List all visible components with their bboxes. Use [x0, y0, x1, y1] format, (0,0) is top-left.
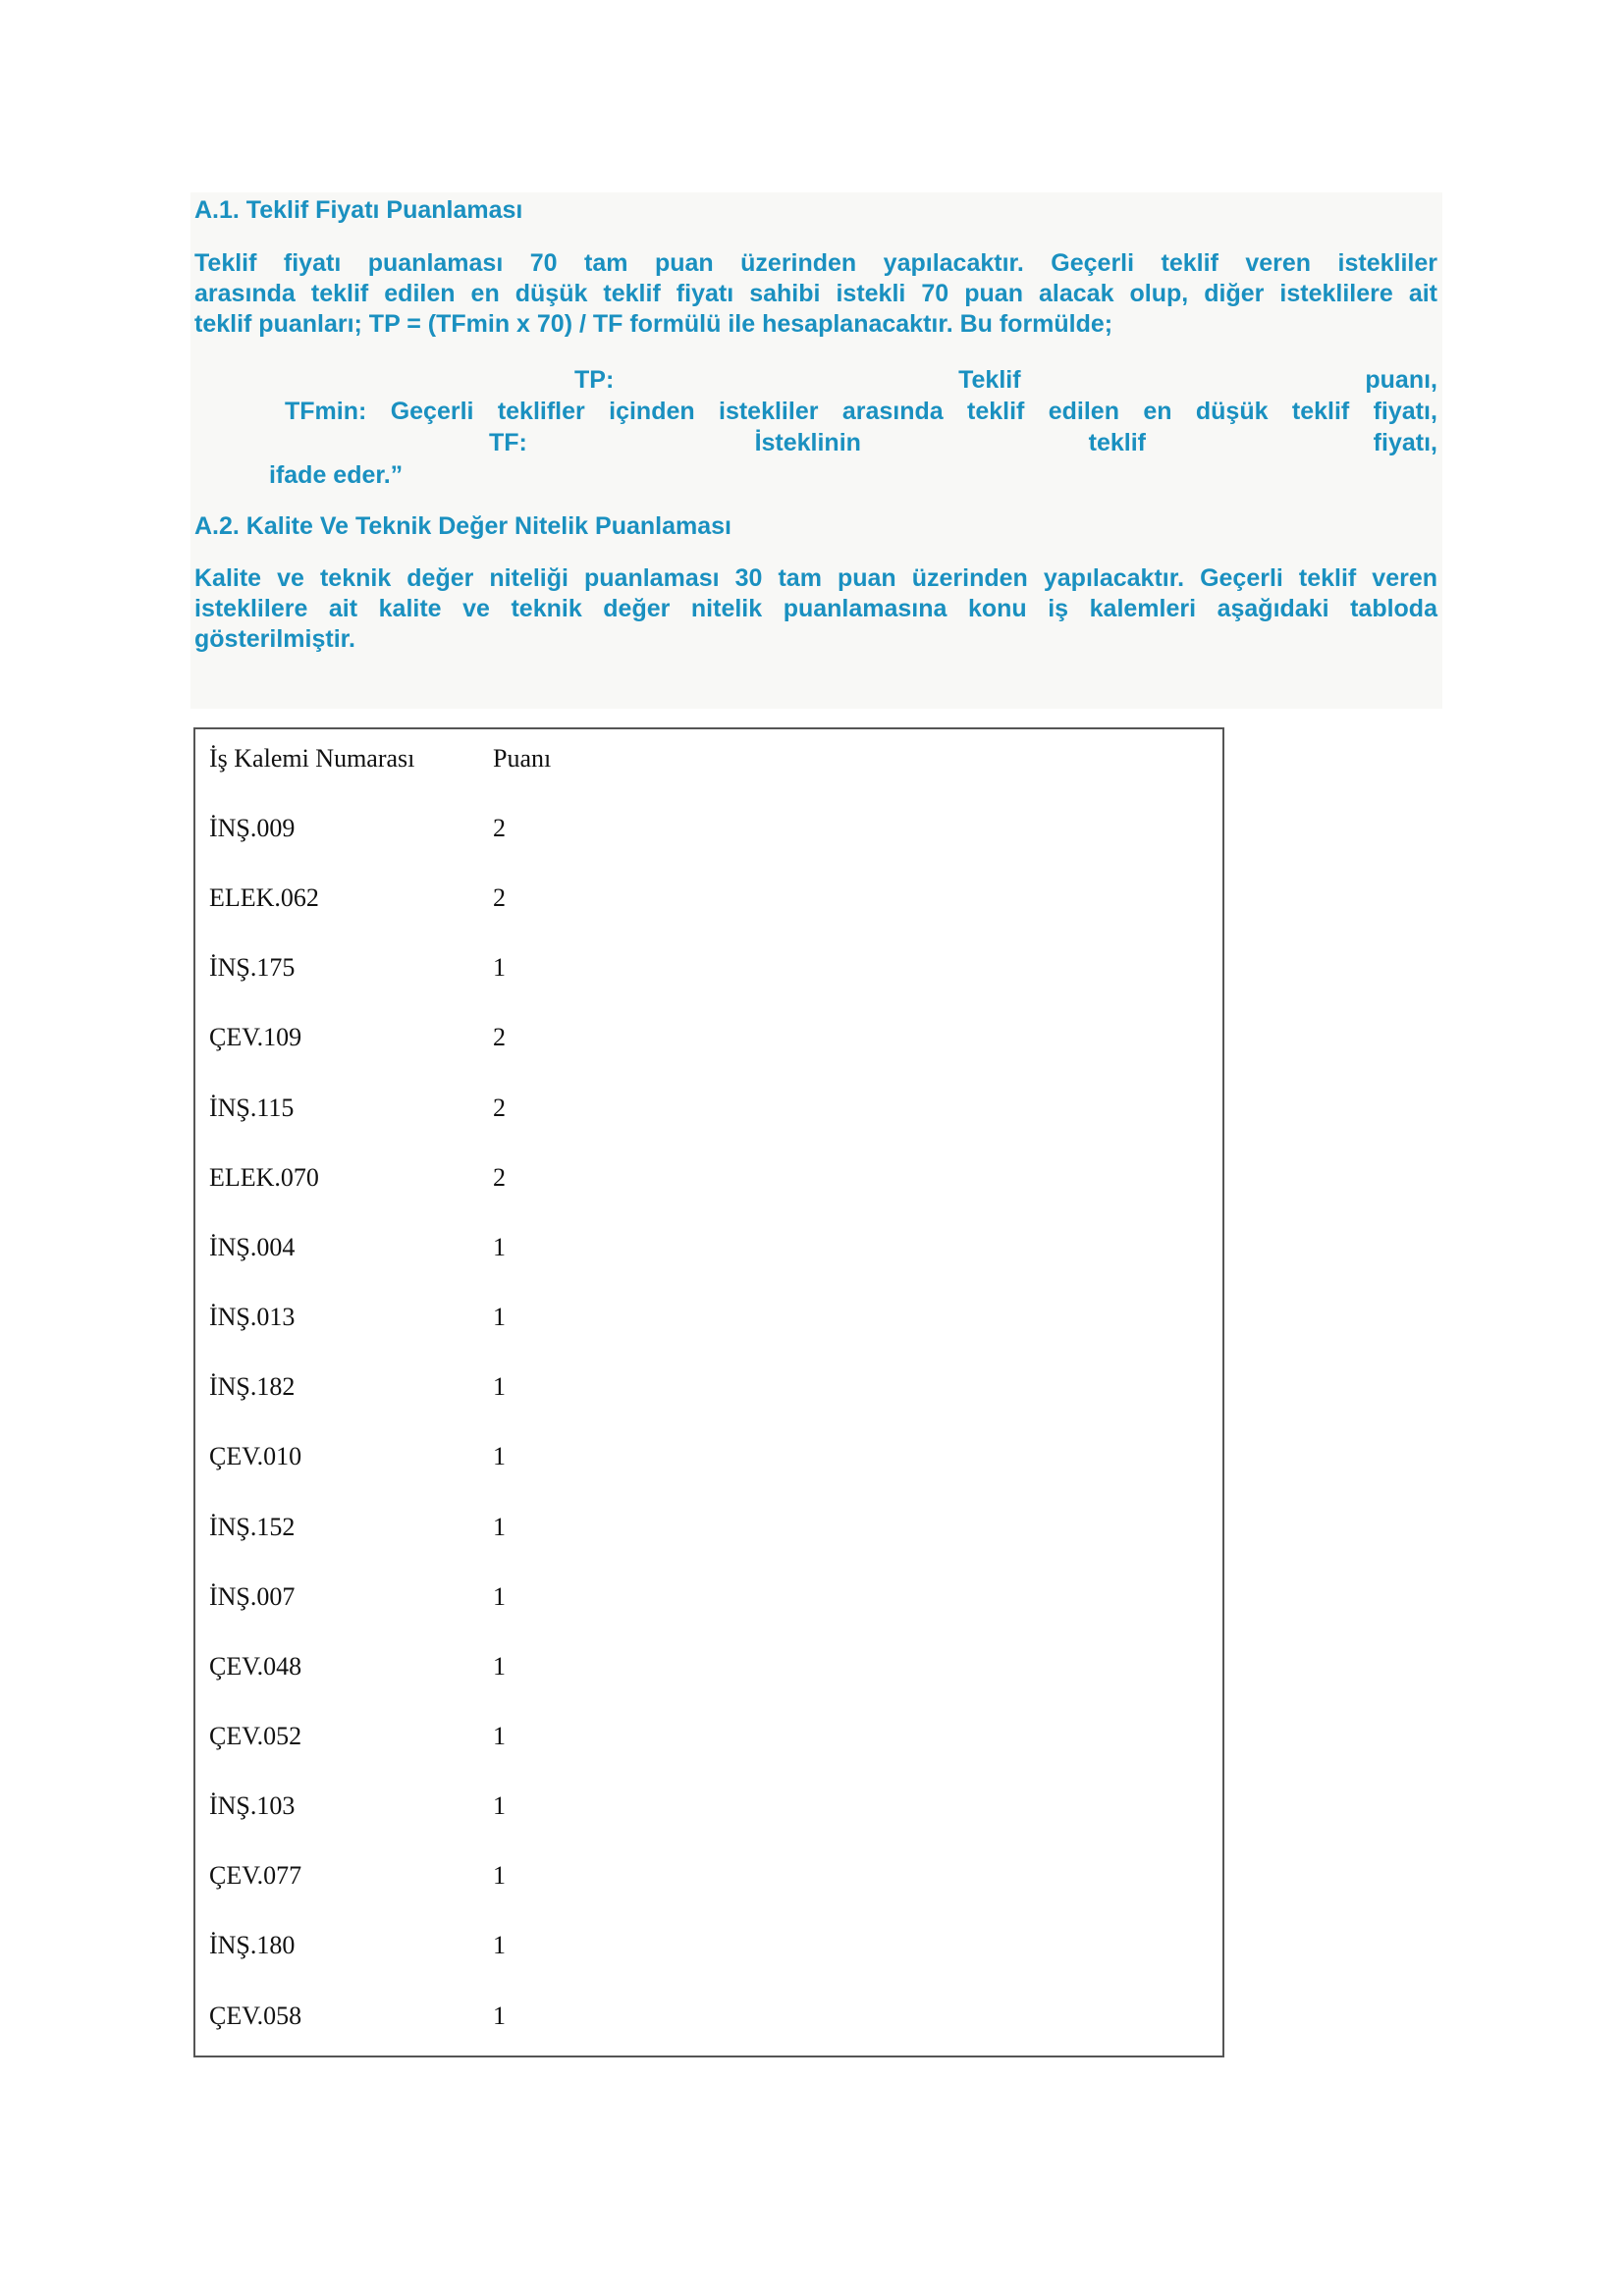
- item-number-cell: İNŞ.103: [209, 1791, 296, 1821]
- score-cell: 1: [493, 1721, 506, 1750]
- score-cell: 1: [493, 1651, 506, 1681]
- score-cell: 1: [493, 1581, 506, 1611]
- score-cell: 2: [493, 1023, 506, 1052]
- definition-term: düşük: [1195, 398, 1269, 425]
- item-number-cell: İNŞ.004: [209, 1232, 296, 1261]
- score-cell: 2: [493, 814, 506, 842]
- definition-term: TF:: [489, 429, 527, 456]
- definition-term: teklifler: [497, 398, 585, 425]
- definition-term: fiyatı,: [1373, 429, 1437, 456]
- section-a2-heading: A.2. Kalite Ve Teknik Değer Nitelik Puanlaması: [194, 512, 731, 540]
- definition-term: arasında: [841, 398, 944, 425]
- paragraph-line: isteklilere ait kalite ve teknik değer nitelik puanlamasına konu iş kalemleri aşağıdaki tabloda: [194, 595, 1437, 622]
- paragraph-line: Kalite ve teknik değer niteliği puanlaması 30 tam puan üzerinden yapılacaktır. Geçerli teklif veren: [194, 564, 1437, 592]
- definition-term: teklif: [1291, 398, 1350, 425]
- definition-term: en: [1143, 398, 1172, 425]
- item-number-cell: ÇEV.010: [209, 1442, 302, 1471]
- score-cell: 2: [493, 1162, 506, 1192]
- item-number-cell: ÇEV.048: [209, 1651, 302, 1681]
- item-number-cell: ELEK.070: [209, 1162, 319, 1192]
- section-a1-heading: A.1. Teklif Fiyatı Puanlaması: [194, 196, 523, 224]
- score-cell: 2: [493, 1093, 506, 1122]
- item-number-cell: ÇEV.052: [209, 1721, 302, 1750]
- item-number-cell: ÇEV.109: [209, 1023, 302, 1052]
- definition-term: Teklif: [958, 366, 1021, 394]
- item-number-cell: ÇEV.077: [209, 1861, 302, 1891]
- definition-term: Geçerli: [390, 398, 474, 425]
- formula-closing: ifade eder.”: [269, 461, 404, 489]
- definition-term: fiyatı,: [1373, 398, 1437, 425]
- section-a1-paragraph: [194, 248, 1437, 340]
- section-a2-paragraph: [194, 563, 1437, 655]
- score-cell: 1: [493, 1791, 506, 1821]
- work-item-score-table: [193, 727, 1224, 2057]
- item-number-cell: İNŞ.152: [209, 1512, 296, 1541]
- definition-term: TP:: [574, 366, 615, 394]
- definition-term: İsteklinin: [754, 429, 861, 456]
- paragraph-line: teklif puanları; TP = (TFmin x 70) / TF formülü ile hesaplanacaktır. Bu formülde;: [194, 310, 1113, 338]
- definition-term: TFmin:: [285, 398, 367, 425]
- score-cell: 1: [493, 1931, 506, 1960]
- paragraph-line: Teklif fiyatı puanlaması 70 tam puan üzerinden yapılacaktır. Geçerli teklif veren istekliler: [194, 249, 1437, 277]
- column-header-score: Puanı: [493, 744, 552, 773]
- score-cell: 1: [493, 1861, 506, 1891]
- item-number-cell: İNŞ.182: [209, 1372, 296, 1402]
- score-cell: 2: [493, 883, 506, 913]
- score-cell: 1: [493, 1512, 506, 1541]
- item-number-cell: İNŞ.115: [209, 1093, 295, 1122]
- paragraph-line: gösterilmiştir.: [194, 625, 355, 653]
- definition-term: istekliler: [719, 398, 819, 425]
- definition-tfmin: [285, 397, 1437, 427]
- item-number-cell: İNŞ.180: [209, 1931, 296, 1960]
- definition-term: teklif: [1088, 429, 1146, 456]
- definition-term: teklif: [967, 398, 1025, 425]
- item-number-cell: İNŞ.009: [209, 814, 296, 842]
- item-number-cell: İNŞ.175: [209, 953, 296, 983]
- item-number-cell: İNŞ.013: [209, 1303, 296, 1332]
- item-number-cell: ÇEV.058: [209, 2001, 302, 2030]
- paragraph-line: arasında teklif edilen en düşük teklif fiyatı sahibi istekli 70 puan alacak olup, diğer isteklilere ait: [194, 280, 1437, 307]
- score-cell: 1: [493, 1303, 506, 1332]
- definition-term: edilen: [1048, 398, 1119, 425]
- definition-tp: [574, 365, 1437, 396]
- score-cell: 1: [493, 1232, 506, 1261]
- item-number-cell: ELEK.062: [209, 883, 319, 913]
- definition-tf: [489, 428, 1437, 458]
- score-cell: 1: [493, 2001, 506, 2030]
- column-header-item-number: İş Kalemi Numarası: [209, 744, 415, 773]
- score-cell: 1: [493, 1372, 506, 1402]
- item-number-cell: İNŞ.007: [209, 1581, 296, 1611]
- score-cell: 1: [493, 1442, 506, 1471]
- score-cell: 1: [493, 953, 506, 983]
- definition-term: puanı,: [1365, 366, 1437, 394]
- definition-term: içinden: [609, 398, 695, 425]
